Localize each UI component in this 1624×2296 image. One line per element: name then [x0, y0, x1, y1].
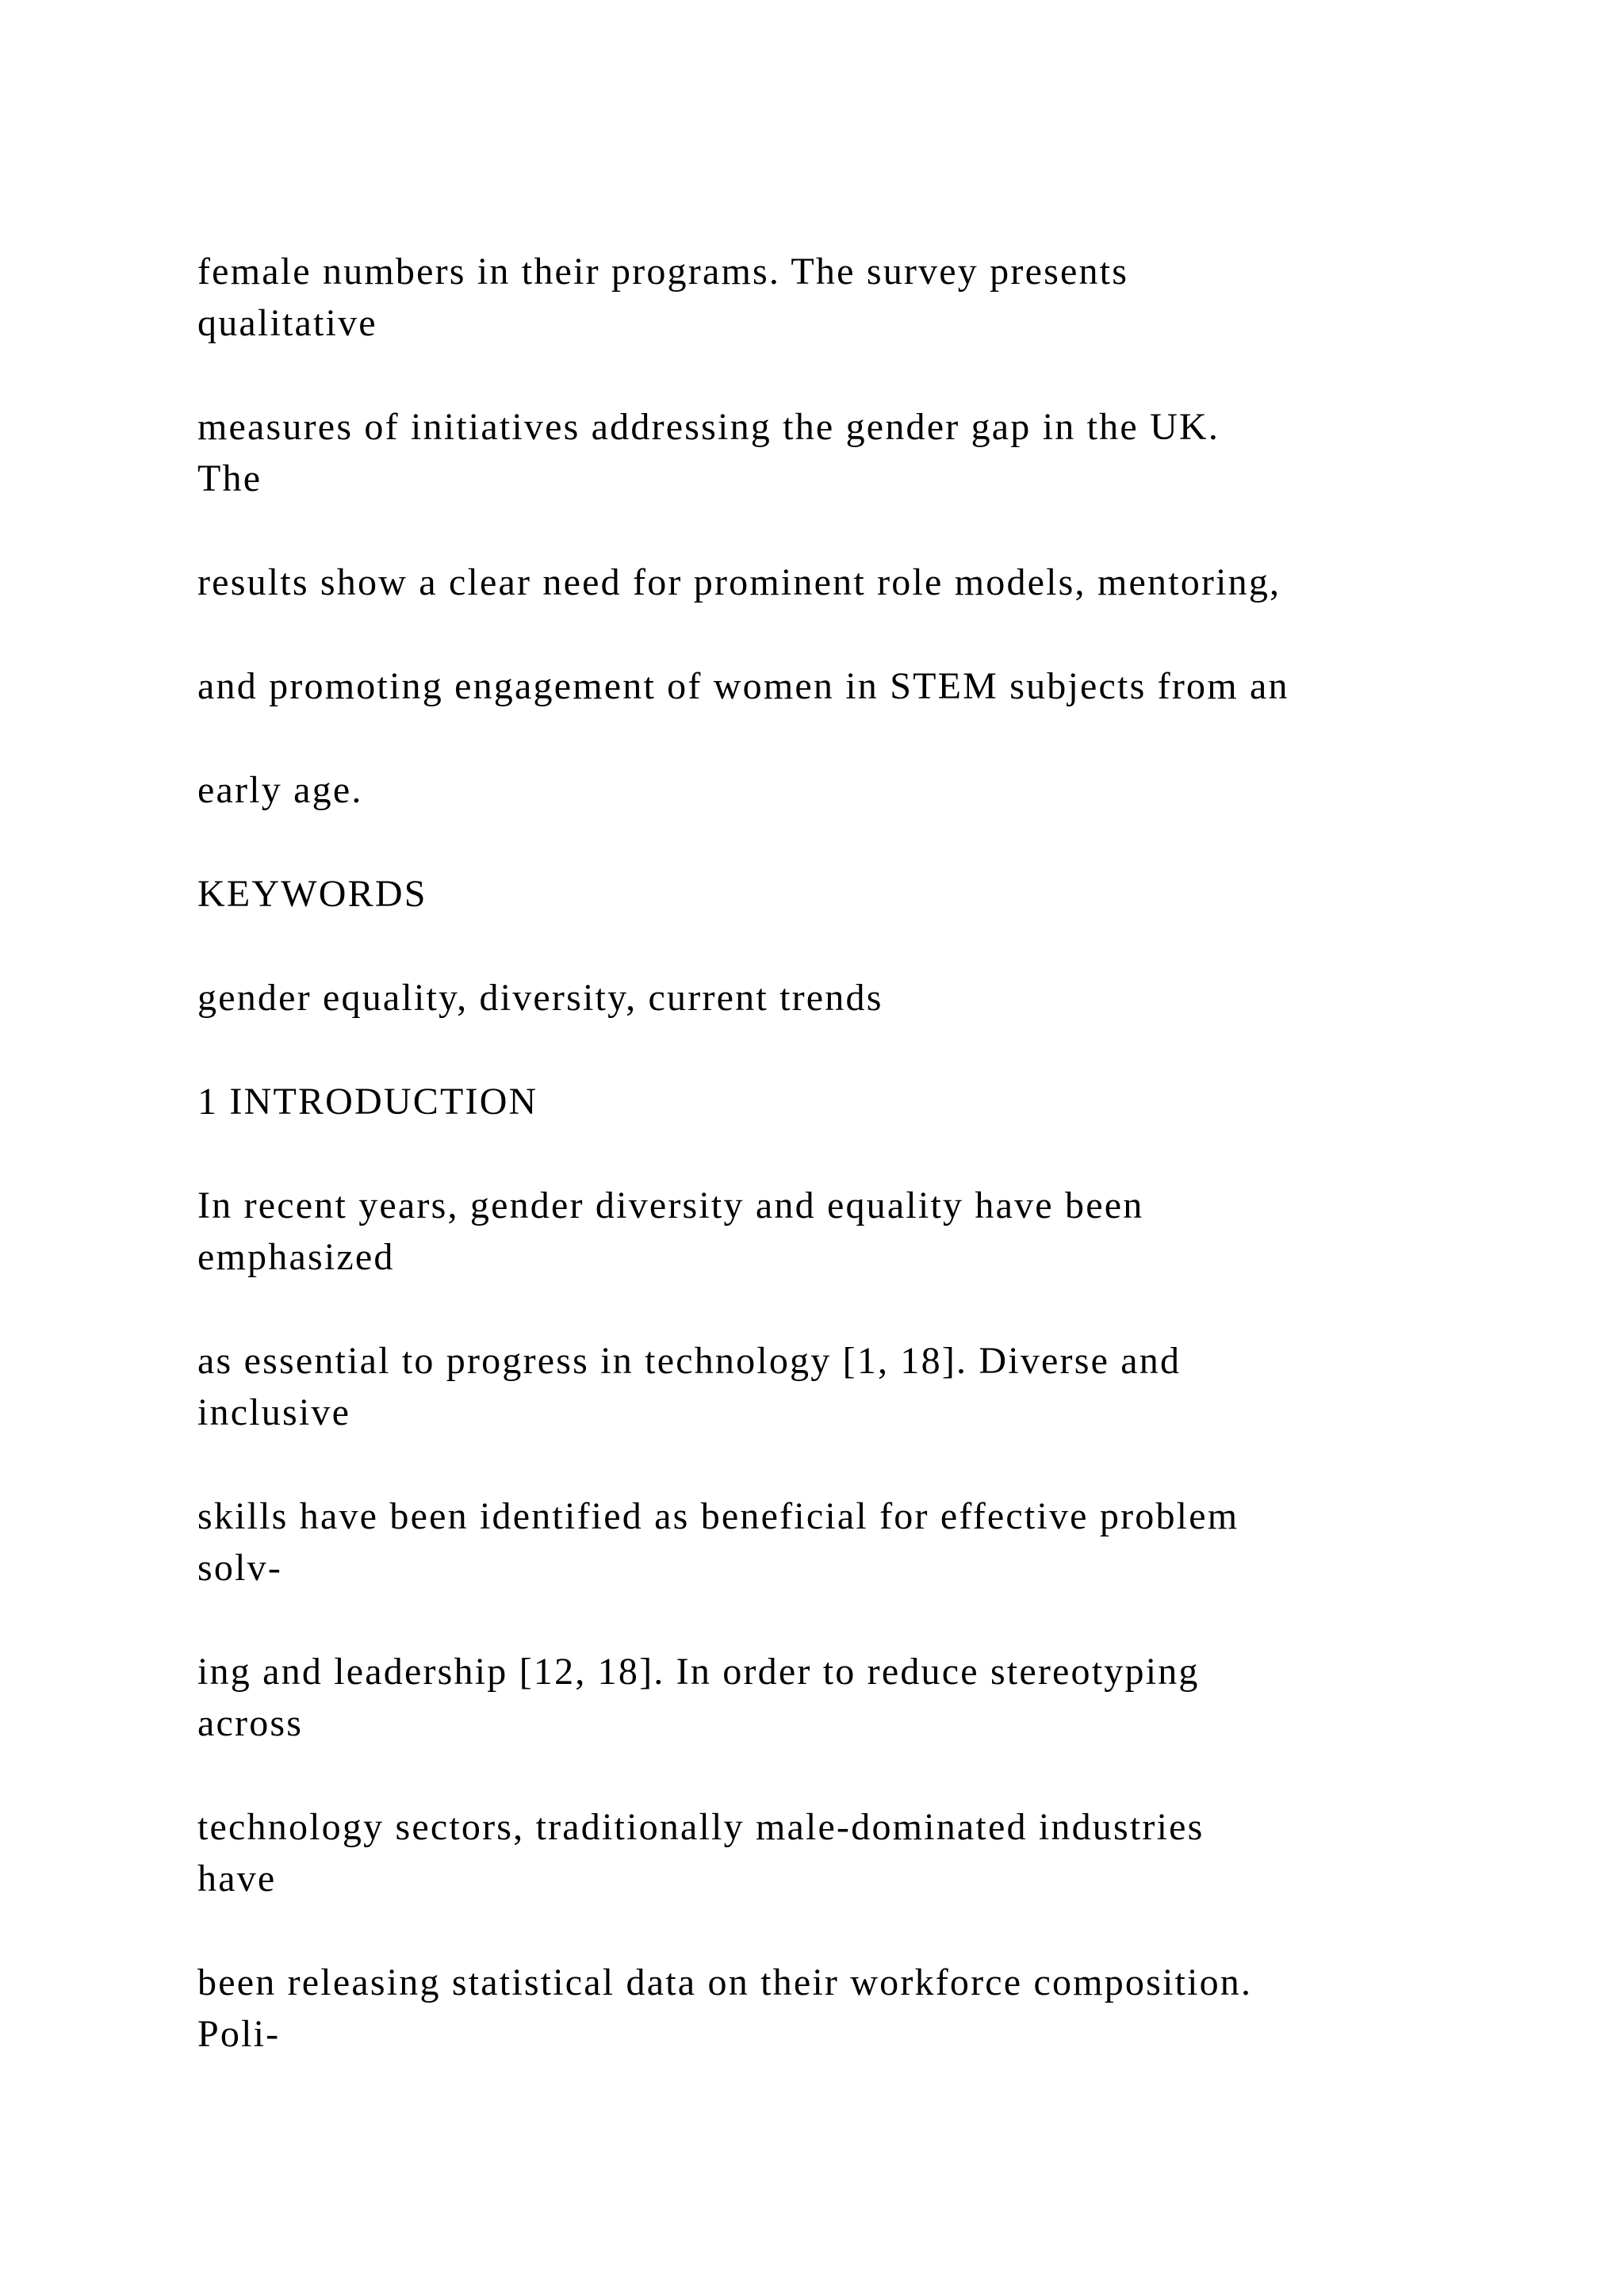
paragraph-intro-1: In recent years, gender diversity and equality have been emphasized	[197, 1184, 1144, 1278]
paragraph-abstract-end: early age.	[197, 769, 363, 811]
keywords-list: gender equality, diversity, current trends	[197, 977, 883, 1019]
paragraph-abstract-results: results show a clear need for prominent role models, mentoring,	[197, 561, 1281, 603]
keywords-heading: KEYWORDS	[197, 873, 427, 915]
paragraph-intro-6: been releasing statistical data on their workforce composition. Poli-	[197, 1961, 1253, 2055]
paragraph-abstract-engagement: and promoting engagement of women in STEM subjects from an	[197, 665, 1289, 707]
paragraph-intro-2: as essential to progress in technology [1, 18]. Diverse and inclusive	[197, 1340, 1182, 1433]
paragraph-abstract-continuation: female numbers in their programs. The survey presents qualitative	[197, 251, 1129, 344]
paragraph-intro-3: skills have been identified as beneficial for effective problem solv-	[197, 1495, 1239, 1589]
body-text	[197, 246, 1434, 2112]
section-heading-introduction: 1 INTRODUCTION	[197, 1081, 538, 1123]
paragraph-intro-4: ing and leadership [12, 18]. In order to reduce stereotyping across	[197, 1651, 1200, 1744]
paragraph-intro-5: technology sectors, traditionally male-dominated industries have	[197, 1806, 1205, 1900]
paragraph-abstract-measures: measures of initiatives addressing the gender gap in the UK. The	[197, 406, 1220, 499]
